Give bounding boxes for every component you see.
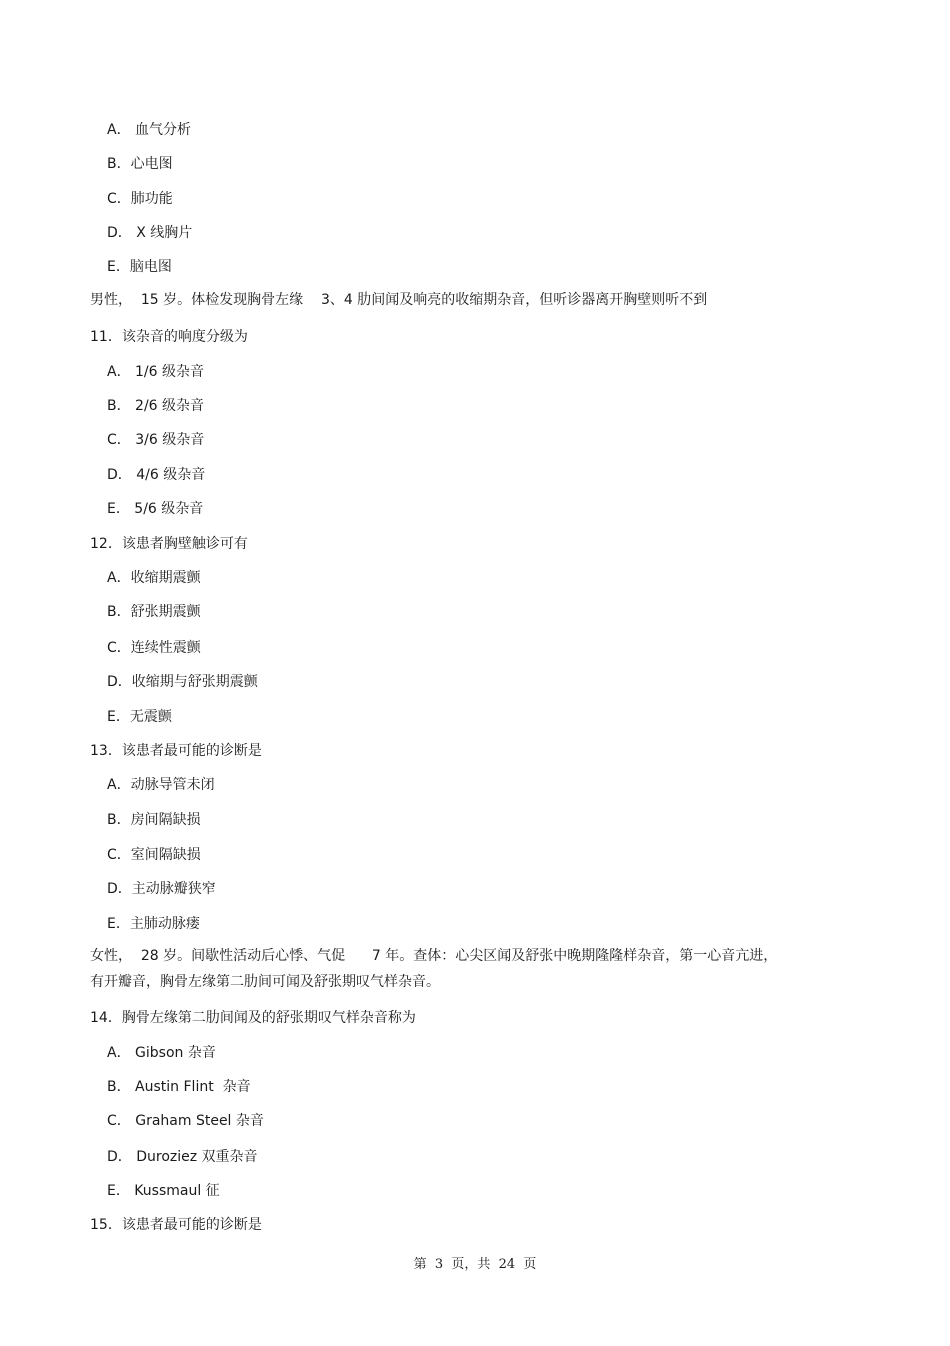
question-12-stem: 12．该患者胸壁触诊可有 — [90, 536, 248, 552]
page-footer: 第 3 页，共 24 页 — [413, 1257, 537, 1272]
q10-option-d: D． X 线胸片 — [107, 225, 193, 241]
q12-option-c: C．连续性震颤 — [107, 640, 201, 656]
q10-option-c: C．肺功能 — [107, 191, 173, 207]
q12-option-a: A．收缩期震颤 — [107, 570, 201, 586]
q13-option-b: B．房间隔缺损 — [107, 812, 201, 828]
question-15-stem: 15．该患者最可能的诊断是 — [90, 1217, 262, 1233]
q11-option-d: D． 4/6 级杂音 — [107, 467, 206, 483]
q13-option-c: C．室间隔缺损 — [107, 847, 201, 863]
case-description-2-line-1: 女性， 28 岁。间歇性活动后心悸、气促 7 年。查体：心尖区闻及舒张中晚期隆隆样杂音，第一心音亢进， — [90, 948, 778, 964]
q11-option-b: B． 2/6 级杂音 — [107, 398, 205, 414]
q13-option-e: E．主肺动脉瘘 — [107, 916, 200, 932]
q14-option-e: E． Kussmaul 征 — [107, 1183, 220, 1199]
case-description-1: 男性， 15 岁。体检发现胸骨左缘 3、4 肋间闻及响亮的收缩期杂音，但听诊器离开胸壁则听不到 — [90, 292, 708, 308]
case-description-2-line-2: 有开瓣音，胸骨左缘第二肋间可闻及舒张期叹气样杂音。 — [90, 974, 440, 990]
q14-option-b: B． Austin Flint 杂音 — [107, 1079, 251, 1095]
q12-option-d: D．收缩期与舒张期震颤 — [107, 674, 258, 690]
q11-option-c: C． 3/6 级杂音 — [107, 432, 205, 448]
q11-option-a: A． 1/6 级杂音 — [107, 364, 205, 380]
q14-option-d: D． Duroziez 双重杂音 — [107, 1149, 258, 1165]
q14-option-a: A． Gibson 杂音 — [107, 1045, 216, 1061]
q13-option-a: A．动脉导管未闭 — [107, 777, 215, 793]
q14-option-c: C． Graham Steel 杂音 — [107, 1113, 264, 1129]
q12-option-e: E．无震颤 — [107, 709, 172, 725]
question-13-stem: 13．该患者最可能的诊断是 — [90, 743, 262, 759]
question-11-stem: 11．该杂音的响度分级为 — [90, 329, 248, 345]
q11-option-e: E． 5/6 级杂音 — [107, 501, 204, 517]
q12-option-b: B．舒张期震颤 — [107, 604, 201, 620]
q10-option-e: E．脑电图 — [107, 259, 172, 275]
question-14-stem: 14．胸骨左缘第二肋间闻及的舒张期叹气样杂音称为 — [90, 1010, 416, 1026]
q10-option-a: A． 血气分析 — [107, 122, 192, 138]
q10-option-b: B．心电图 — [107, 156, 173, 172]
q13-option-d: D．主动脉瓣狭窄 — [107, 881, 216, 897]
